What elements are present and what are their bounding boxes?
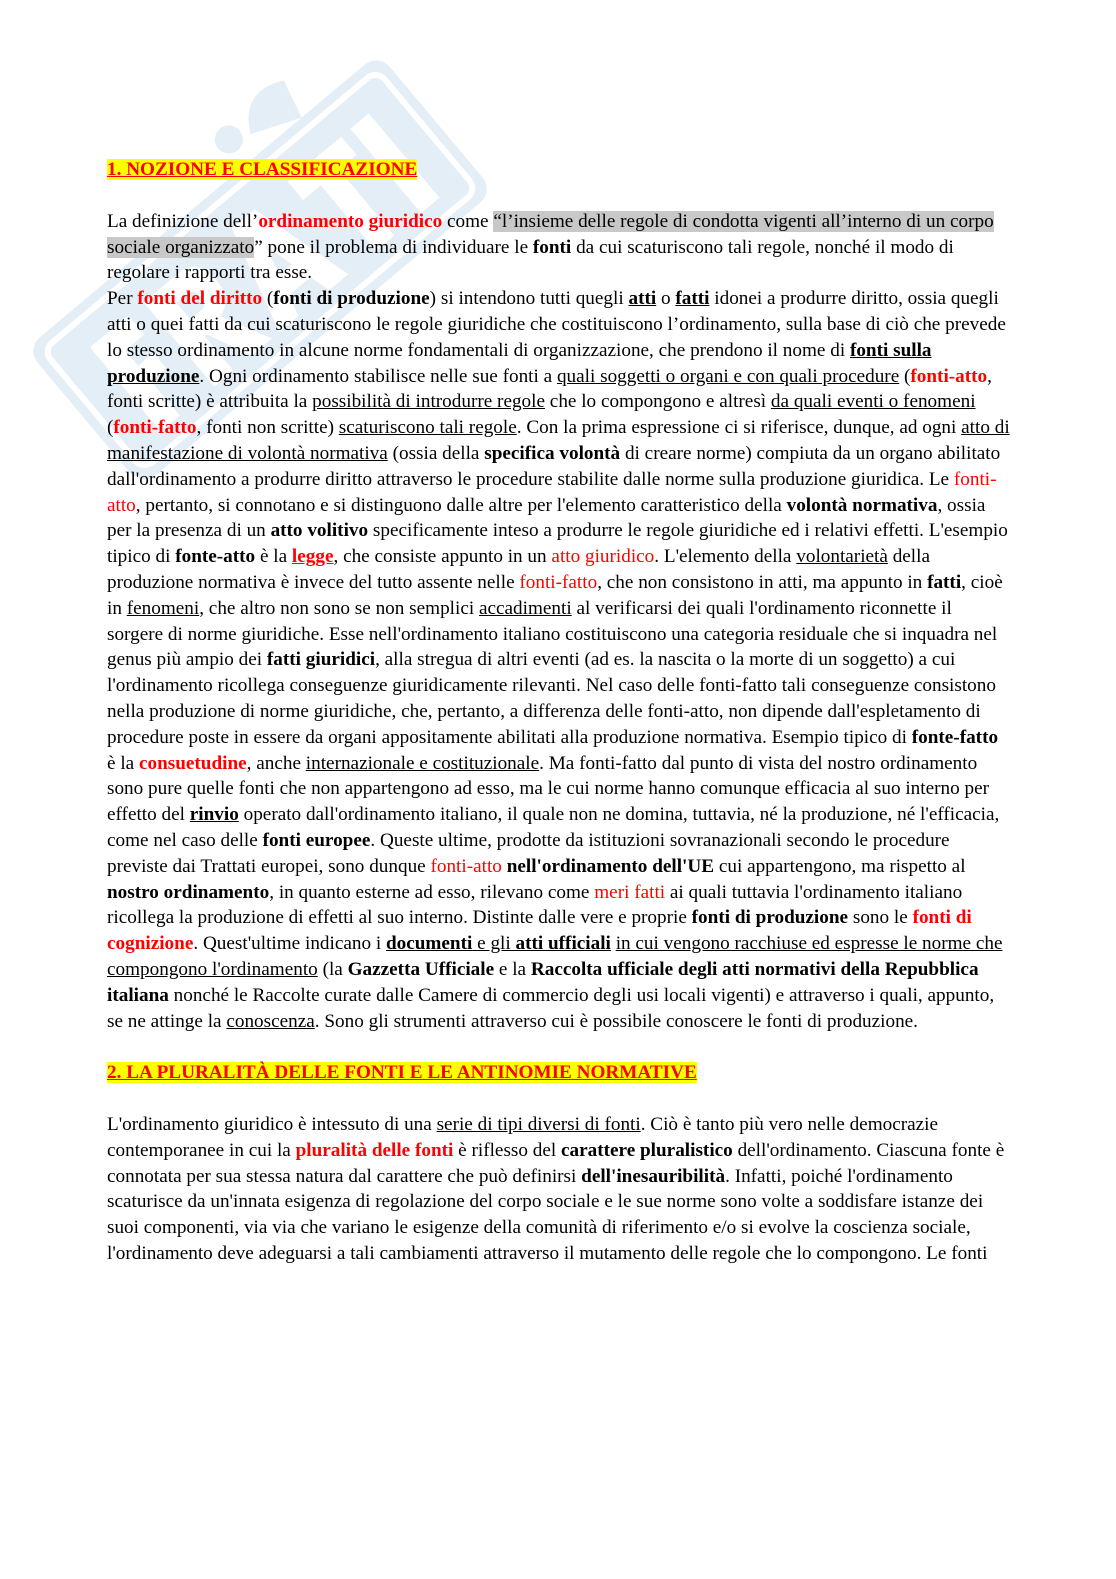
section-heading-1: 1. NOZIONE E CLASSIFICAZIONE — [107, 159, 418, 180]
paragraph-definition: La definizione dell’ordinamento giuridico come “l’insieme delle regole di condotta vigenti all’interno di un corpo sociale organizzato” pone il problema di individuare le fonti da cui scaturiscono tali regole, nonché il modo di regolare i rapporti tra esse. — [107, 210, 994, 284]
section-heading-2: 2. LA PLURALITÀ DELLE FONTI E LE ANTINOMIE NORMATIVE — [107, 1062, 697, 1084]
document-body — [107, 157, 1010, 1267]
paragraph-pluralita: L'ordinamento giuridico è intessuto di una serie di tipi diversi di fonti. Ciò è tanto più vero nelle democrazie contemporanee in cui la pluralità delle fonti è riflesso del carattere pluralistico dell'ordinamento. Ciascuna fonte è connotata per sua stessa natura dal carattere che può definirsi dell'inesauribilità. Infatti, poiché l'ordinamento scaturisce da un'innata esigenza di regolazione del corpo sociale e le sue norme sono volte a soddisfare istanze dei suoi componenti, via via che variano le esigenze della comunità di riferimento e/o si evolve la coscienza sociale, l'ordinamento deve adeguarsi a tali cambiamenti attraverso il mutamento delle regole che lo compongono. Le fonti — [107, 1114, 1005, 1265]
paragraph-fonti-del-diritto: Per fonti del diritto (fonti di produzione) si intendono tutti quegli atti o fatti idonei a produrre diritto, ossia quegli atti o quei fatti da cui scaturiscono le regole giuridiche che costituiscono l’ordinamento, sulla base di ciò che prevede lo stesso ordinamento in alcune norme fondamentali di organizzazione, che prendono il nome di fonti sulla produzione. Ogni ordinamento stabilisce nelle sue fonti a quali soggetti o organi e con quali procedure (fonti-atto, fonti scritte) è attribuita la possibilità di introdurre regole che lo compongono e altresì da quali eventi o fenomeni (fonti-fatto, fonti non scritte) scaturiscono tali regole. Con la prima espressione ci si riferisce, dunque, ad ogni atto di manifestazione di volontà normativa (ossia della specifica volontà di creare norme) compiuta da un organo abilitato dall'ordinamento a produrre diritto attraverso le procedure stabilite dalle norme sulla produzione giuridica. Le fonti-atto, pertanto, si connotano e si distinguono dalle altre per l'elemento caratteristico della volontà normativa, ossia per la presenza di un atto volitivo specificamente inteso a produrre le regole giuridiche ed i relativi effetti. L'esempio tipico di fonte-atto è la legge, che consiste appunto in un atto giuridico. L'elemento della volontarietà della produzione normativa è invece del tutto assente nelle fonti-fatto, che non consistono in atti, ma appunto in fatti, cioè in fenomeni, che altro non sono se non semplici accadimenti al verificarsi dei quali l'ordinamento riconnette il sorgere di norme giuridiche. Esse nell'ordinamento italiano costituiscono una categoria residuale che si inquadra nel genus più ampio dei fatti giuridici, alla stregua di altri eventi (ad es. la nascita o la morte di un soggetto) a cui l'ordinamento ricollega conseguenze giuridicamente rilevanti. Nel caso delle fonti-fatto tali conseguenze consistono nella produzione di norme giuridiche, che, pertanto, a differenza delle fonti-atto, non dipende dall'espletamento di procedure poste in essere da organi appositamente abilitati alla produzione normativa. Esempio tipico di fonte-fatto è la consuetudine, anche internazionale e costituzionale. Ma fonti-fatto dal punto di vista del nostro ordinamento sono pure quelle fonti che non appartengono ad esso, ma le cui norme hanno comunque efficacia al suo interno per effetto del rinvio operato dall'ordinamento italiano, il quale non ne domina, tuttavia, né la produzione, né l'efficacia, come nel caso delle fonti europee. Queste ultime, prodotte da istituzioni sovranazionali secondo le procedure previste dai Trattati europei, sono dunque fonti-atto nell'ordinamento dell'UE cui appartengono, ma rispetto al nostro ordinamento, in quanto esterne ad esso, rilevano come meri fatti ai quali tuttavia l'ordinamento italiano ricollega la produzione di effetti al suo interno. Distinte dalle vere e proprie fonti di produzione sono le fonti di cognizione. Quest'ultime indicano i documenti e gli atti ufficiali in cui vengono racchiuse ed espresse le norme che compongono l'ordinamento (la Gazzetta Ufficiale e la Raccolta ufficiale degli atti normativi della Repubblica italiana nonché le Raccolte curate dalle Camere di commercio degli usi locali vigenti) e attraverso i quali, appunto, se ne attinge la conoscenza. Sono gli strumenti attraverso cui è possibile conoscere le fonti di produzione. — [107, 288, 1010, 1032]
